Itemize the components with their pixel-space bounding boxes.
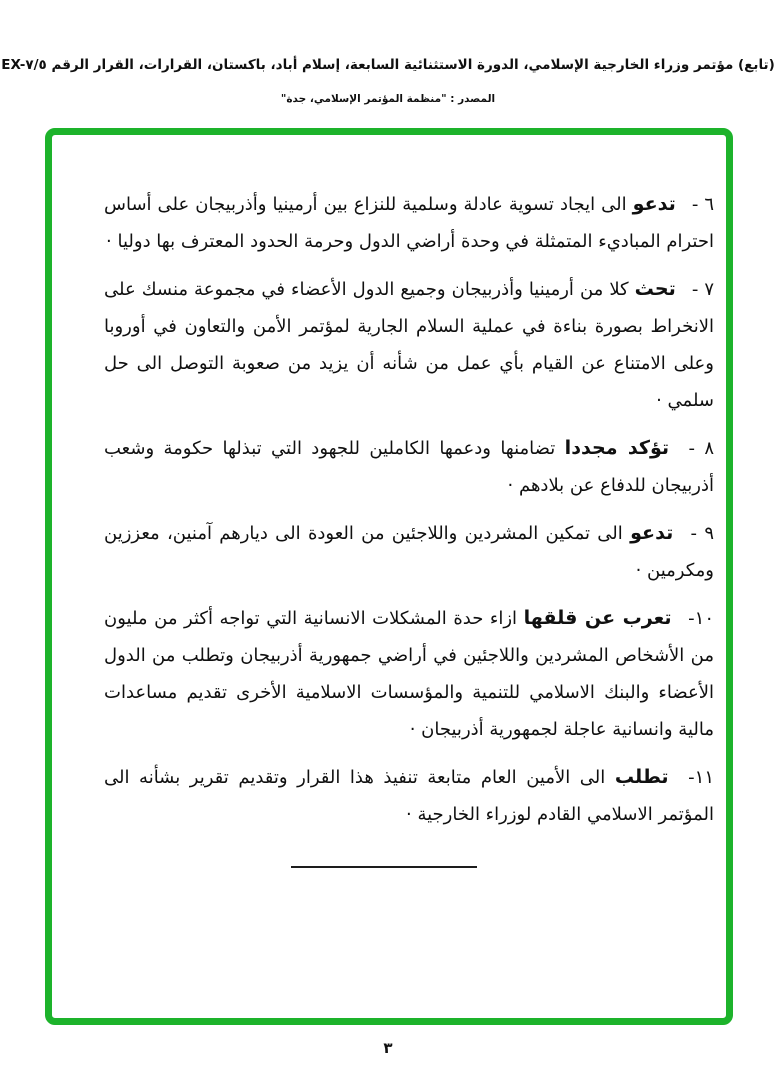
clause-lead-word: تطلب (614, 765, 669, 788)
clause-number: ٩ - (690, 522, 714, 544)
clause-lead-word: تدعو (630, 521, 674, 544)
header-citation-text: (تابع) مؤتمر وزراء الخارجية الإسلامي، الدورة الاستثنائية السابعة، إسلام أباد، باكستان، القرارات، القرار الرقم (51, 57, 775, 73)
clause-lead-word: تؤكد مجددا (564, 436, 670, 459)
clause-lead-word: تحث (634, 278, 676, 300)
page-number: ٣ (383, 1039, 393, 1057)
clause-number: ١١- (688, 766, 714, 788)
resolution-clause-11 (104, 758, 714, 834)
clause-text: الى ايجاد تسوية عادلة وسلمية للنزاع بين أرمينيا وأذربيجان على أساس احترام المباديء المتمثلة في وحدة أراضي الدول وحرمة الحدود المعترف بها دوليا · (104, 194, 714, 253)
document-source-line: المصدر : "منظمة المؤتمر الإسلامي، جدة" (280, 93, 496, 105)
clause-lead-word: تدعو (632, 193, 676, 215)
clause-number: ٧ - (691, 279, 715, 300)
clause-number: ٨ - (688, 437, 714, 459)
clause-text: ازاء حدة المشكلات الانسانية التي تواجه أكثر من مليون من الأشخاص المشردين واللاجئين في أراضي جمهورية أذربيجان وتطلب من الدول الأعضاء والبنك الاسلامي للتنمية والمؤسسات الاسلامية الأخرى تقديم مساعدات مالية وانسانية عاجلة لجمهورية أذربيجان · (104, 607, 714, 740)
resolution-clause-10 (104, 599, 714, 749)
clause-text: تضامنها ودعمها الكاملين للجهود التي تبذلها حكومة وشعب أذربيجان للدفاع عن بلادهم · (104, 437, 714, 496)
resolution-clauses (52, 135, 726, 868)
resolution-clause-8 (104, 429, 714, 505)
content-frame (45, 128, 733, 1025)
clause-lead-word: تعرب عن قلقها (523, 606, 672, 629)
clause-text: الى الأمين العام متابعة تنفيذ هذا القرار وتقديم تقرير بشأنه الى المؤتمر الاسلامي القادم لوزراء الخارجية · (104, 766, 714, 825)
resolution-clause-6 (104, 185, 714, 261)
document-header (0, 57, 776, 73)
resolution-clause-7 (104, 270, 714, 420)
resolution-number: EX-٧/٥ (1, 57, 47, 73)
footnote-rule (291, 866, 477, 868)
clause-number: ١٠- (688, 607, 714, 629)
resolution-clause-9 (104, 514, 714, 590)
clause-number: ٦ - (691, 194, 714, 215)
clause-text: كلا من أرمينيا وأذربيجان وجميع الدول الأعضاء في مجموعة منسك على الانخراط بصورة بناءة في عملية السلام الجارية لمؤتمر الأمن والتعاون في أوروبا وعلى الامتناع عن القيام بأي عمل من شأنه أن يزيد من صعوبة التوصل الى حل سلمي · (104, 279, 714, 411)
clause-text: الى تمكين المشردين واللاجئين من العودة الى ديارهم آمنين، معززين ومكرمين · (104, 522, 714, 581)
